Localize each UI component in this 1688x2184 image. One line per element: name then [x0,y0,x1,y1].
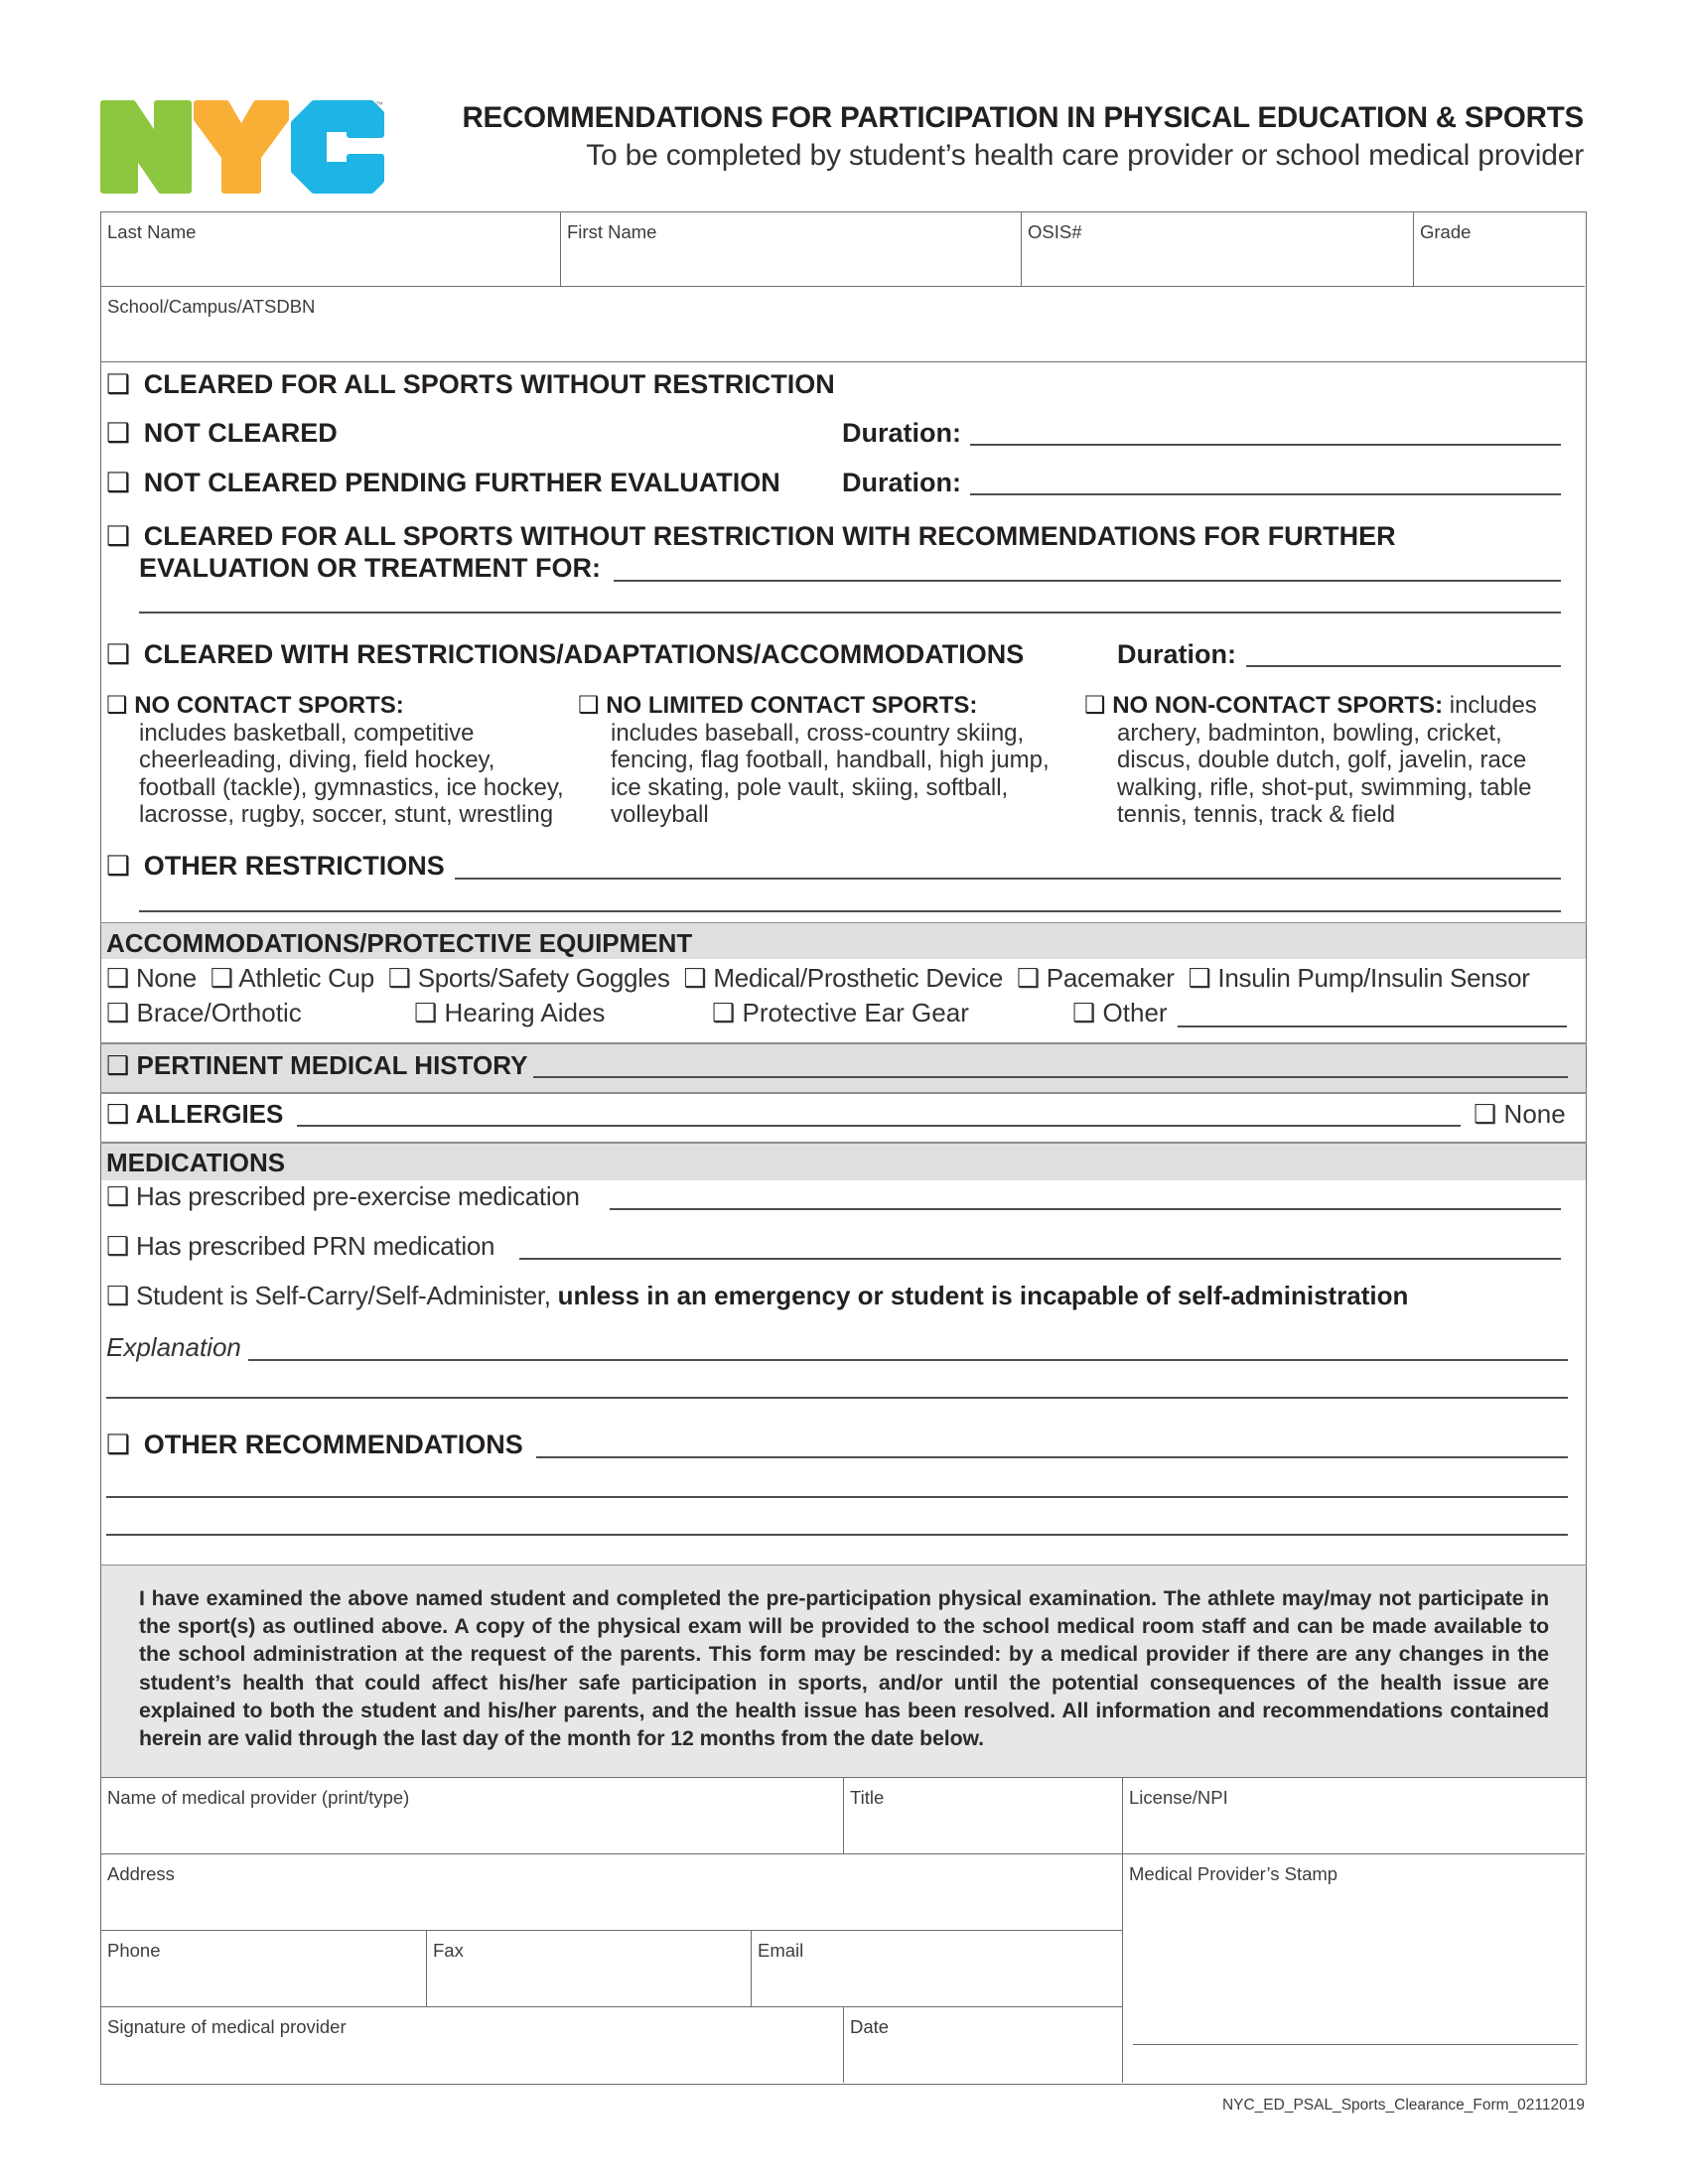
other-recommendations-line-1[interactable] [536,1456,1568,1458]
grade-label: Grade [1420,221,1472,242]
grade-field[interactable] [1414,212,1585,287]
first-name-label: First Name [567,221,657,242]
sport-list-line: lacrosse, rugby, soccer, stunt, wrestling [139,801,554,828]
recommendations-line-2[interactable] [139,612,1561,614]
checkbox-icon[interactable]: ❑ [210,964,233,994]
checkbox-icon[interactable]: ❑ [106,418,131,449]
logo-trademark: ™ [375,100,383,109]
signature-field[interactable] [101,2007,844,2083]
recommendations-line-1[interactable] [614,580,1561,582]
address-label: Address [107,1863,175,1884]
accommodation-option-prosthetic[interactable] [683,963,1003,993]
sport-list-line: football (tackle), gymnastics, ice hockey, [139,773,564,801]
option-other-recommendations[interactable] [106,1430,523,1460]
accommodation-option-insulin-pump[interactable] [1188,963,1529,993]
option-label: None [135,963,197,993]
option-label: PERTINENT MEDICAL HISTORY [136,1050,528,1080]
form-subtitle: To be completed by student’s health care provider or school medical provider [586,139,1584,172]
sport-list-line: includes baseball, cross-country skiing, [611,719,1025,747]
medical-history-line[interactable] [533,1076,1568,1078]
sport-list-line: fencing, flag football, handball, high jump, [611,747,1050,773]
logo-letter-c [294,103,381,191]
phone-field[interactable] [101,1931,427,2007]
option-label: Has prescribed PRN medication [135,1231,495,1261]
restrictions-duration-line[interactable] [1246,665,1561,667]
option-label: Pacemaker [1046,963,1175,993]
option-label: OTHER RESTRICTIONS [143,851,445,881]
option-label: NOT CLEARED PENDING FURTHER EVALUATION [143,468,780,497]
accommodation-option-none[interactable] [106,963,197,993]
medications-heading: MEDICATIONS [106,1148,286,1177]
checkbox-icon[interactable]: ❑ [106,1100,130,1130]
other-restrictions-line-1[interactable] [455,878,1561,880]
explanation-label: Explanation [106,1332,241,1362]
license-npi-field[interactable] [1123,1778,1585,1854]
checkbox-icon[interactable]: ❑ [1084,691,1106,719]
checkbox-icon[interactable]: ❑ [106,1182,130,1212]
checkbox-icon[interactable]: ❑ [106,521,131,552]
phone-label: Phone [107,1940,161,1961]
option-label-emphasis: unless in an emergency or student is incapable of self-administration [557,1281,1409,1310]
checkbox-icon[interactable]: ❑ [106,851,131,882]
option-cleared-all[interactable] [106,369,835,400]
accommodation-option-ear-gear[interactable] [712,998,969,1028]
section-divider [100,1092,1587,1094]
email-field[interactable] [752,1931,1123,2007]
date-label: Date [850,2016,890,2037]
fax-label: Fax [433,1940,464,1961]
option-not-cleared-pending[interactable] [106,468,780,498]
checkbox-icon[interactable]: ❑ [106,468,131,498]
form-identifier: NYC_ED_PSAL_Sports_Clearance_Form_02112019 [1221,2097,1585,2114]
provider-stamp-area[interactable] [1123,1854,1585,2083]
option-other-restrictions[interactable] [106,851,445,882]
sport-list-line: volleyball [611,801,709,828]
osis-field[interactable] [1022,212,1414,287]
logo-letter-y [197,103,286,191]
sport-category-suffix: includes [1443,692,1537,719]
nyc-logo [99,99,387,195]
checkbox-icon[interactable]: ❑ [106,1282,130,1311]
medications-header-band [101,1144,1586,1180]
checkbox-icon[interactable]: ❑ [1072,999,1096,1028]
option-not-cleared[interactable] [106,418,338,449]
sport-list-line: walking, rifle, shot-put, swimming, table [1117,773,1532,801]
no-contact-sports-option[interactable] [106,692,564,829]
sport-list-line: archery, badminton, bowling, cricket, [1117,719,1502,747]
allergies-line[interactable] [297,1125,1461,1127]
checkbox-icon[interactable]: ❑ [1474,1100,1497,1130]
other-recommendations-line-2[interactable] [106,1496,1568,1498]
accommodation-other-line[interactable] [1178,1025,1567,1027]
accommodation-option-brace[interactable] [106,998,302,1028]
provider-stamp-label: Medical Provider’s Stamp [1129,1863,1338,1884]
option-label: CLEARED FOR ALL SPORTS WITHOUT RESTRICTION WITH RECOMMENDATIONS FOR FURTHER [143,521,1396,551]
checkbox-icon[interactable]: ❑ [106,1051,130,1081]
option-label: Has prescribed pre-exercise medication [135,1181,580,1211]
sport-category-heading: NO LIMITED CONTACT SPORTS: [606,692,978,719]
other-restrictions-line-2[interactable] [139,910,1561,912]
medication-self-carry-option[interactable] [106,1281,1408,1311]
explanation-line-1[interactable] [248,1359,1568,1361]
other-recommendations-line-3[interactable] [106,1534,1568,1536]
sport-list-line: ice skating, pole vault, skiing, softball, [611,773,1009,801]
allergies-none-option[interactable] [1474,1099,1566,1130]
checkbox-icon[interactable]: ❑ [106,999,130,1028]
explanation-line-2[interactable] [106,1397,1568,1399]
checkbox-icon[interactable]: ❑ [1188,964,1211,994]
logo-letter-n [103,103,189,191]
sport-category-heading: NO NON-CONTACT SPORTS: [1112,692,1444,719]
accommodation-option-hearing-aides[interactable] [414,998,605,1028]
option-label: CLEARED WITH RESTRICTIONS/ADAPTATIONS/ACCOMMODATIONS [143,639,1025,669]
option-label: Hearing Aides [444,998,606,1027]
duration-label: Duration: [842,468,961,497]
option-cleared-with-recommendations[interactable] [106,521,1396,552]
checkbox-icon[interactable]: ❑ [106,1232,130,1262]
student-info-table [100,211,1587,362]
sport-list-line: cheerleading, diving, field hockey, [139,747,495,773]
option-label: Athletic Cup [238,963,374,993]
last-name-label: Last Name [107,221,197,242]
option-label: None [1503,1099,1566,1129]
option-label: Protective Ear Gear [742,998,969,1027]
prn-medication-line[interactable] [519,1258,1561,1260]
checkbox-icon[interactable]: ❑ [414,999,438,1028]
accommodation-option-pacemaker[interactable] [1017,963,1175,993]
option-label: OTHER RECOMMENDATIONS [143,1430,523,1459]
no-non-contact-sports-option[interactable] [1084,692,1537,829]
checkbox-icon[interactable]: ❑ [578,691,600,719]
attestation-text: I have examined the above named student and completed the pre-participation physical examination. The athlete may/may not participate in the sport(s) as outlined above. A copy of the physical exam will be provided to the school medical room staff and can be made available to the school administration at the request of the parents. This form may be rescinded: by a medical provider if there are any changes in the student’s health that could affect his/her safe participation in sports, and/or until the potential consequences of the health issue are explained to both the student and his/her parents, and the health issue has been resolved. All information and recommendations contained herein are valid through the last day of the month for 12 months from the date below. [139,1586,1549,1751]
checkbox-icon[interactable]: ❑ [1016,964,1040,994]
accommodation-option-athletic-cup[interactable] [211,963,374,993]
first-name-field[interactable] [561,212,1022,287]
medication-prn-option[interactable] [106,1231,494,1262]
checkbox-icon[interactable]: ❑ [106,964,130,994]
sport-list-line: tennis, tennis, track & field [1117,801,1396,828]
school-field[interactable] [101,287,1585,361]
fax-field[interactable] [427,1931,752,2007]
medication-pre-exercise-option[interactable] [106,1181,580,1212]
option-label: Other [1102,998,1168,1027]
email-label: Email [758,1940,804,1961]
address-field[interactable] [101,1854,1123,1931]
form-title: RECOMMENDATIONS FOR PARTICIPATION IN PHYSICAL EDUCATION & SPORTS [462,101,1584,134]
license-npi-label: License/NPI [1129,1787,1228,1808]
last-name-field[interactable] [101,212,561,287]
provider-name-label: Name of medical provider (print/type) [107,1787,410,1808]
option-label-continued: EVALUATION OR TREATMENT FOR: [139,553,601,583]
option-label: Medical/Prosthetic Device [713,963,1003,993]
checkbox-icon[interactable]: ❑ [106,691,128,719]
osis-label: OSIS# [1028,221,1082,242]
duration-label: Duration: [842,418,961,448]
stamp-signature-line [1133,2044,1578,2045]
provider-info-table [100,1777,1587,2085]
option-label: NOT CLEARED [143,418,338,448]
duration-label: Duration: [1117,639,1236,669]
checkbox-icon[interactable]: ❑ [106,639,131,670]
pending-duration-line[interactable] [970,493,1561,495]
option-label: Student is Self-Carry/Self-Administer, [135,1281,551,1310]
signature-label: Signature of medical provider [107,2016,347,2037]
accommodations-heading: ACCOMMODATIONS/PROTECTIVE EQUIPMENT [106,928,693,958]
provider-title-label: Title [850,1787,885,1808]
provider-title-field[interactable] [844,1778,1123,1854]
accommodation-option-other[interactable] [1072,998,1168,1028]
option-label: CLEARED FOR ALL SPORTS WITHOUT RESTRICTION [143,369,835,399]
checkbox-icon[interactable]: ❑ [387,964,411,994]
date-field[interactable] [844,2007,1123,2083]
pre-exercise-medication-line[interactable] [610,1208,1561,1210]
checkbox-icon[interactable]: ❑ [683,964,707,994]
sport-category-heading: NO CONTACT SPORTS: [134,692,404,719]
option-label: Insulin Pump/Insulin Sensor [1217,963,1530,993]
accommodation-option-goggles[interactable] [388,963,670,993]
accommodations-row-1 [106,963,1530,994]
checkbox-icon[interactable]: ❑ [106,369,131,400]
sport-list-line: includes basketball, competitive [139,719,475,747]
option-label: Sports/Safety Goggles [417,963,670,993]
option-allergies[interactable] [106,1099,283,1130]
school-label: School/Campus/ATSDBN [107,296,316,317]
provider-name-field[interactable] [101,1778,844,1854]
checkbox-icon[interactable]: ❑ [106,1430,131,1460]
not-cleared-duration-line[interactable] [970,444,1561,446]
option-cleared-with-restrictions[interactable] [106,639,1024,670]
option-label: Brace/Orthotic [136,998,302,1027]
option-medical-history[interactable] [106,1050,527,1081]
option-label: ALLERGIES [135,1099,284,1129]
no-limited-contact-sports-option[interactable] [578,692,1050,829]
attestation-block [101,1566,1586,1778]
sport-list-line: discus, double dutch, golf, javelin, race [1117,747,1527,773]
checkbox-icon[interactable]: ❑ [712,999,736,1028]
